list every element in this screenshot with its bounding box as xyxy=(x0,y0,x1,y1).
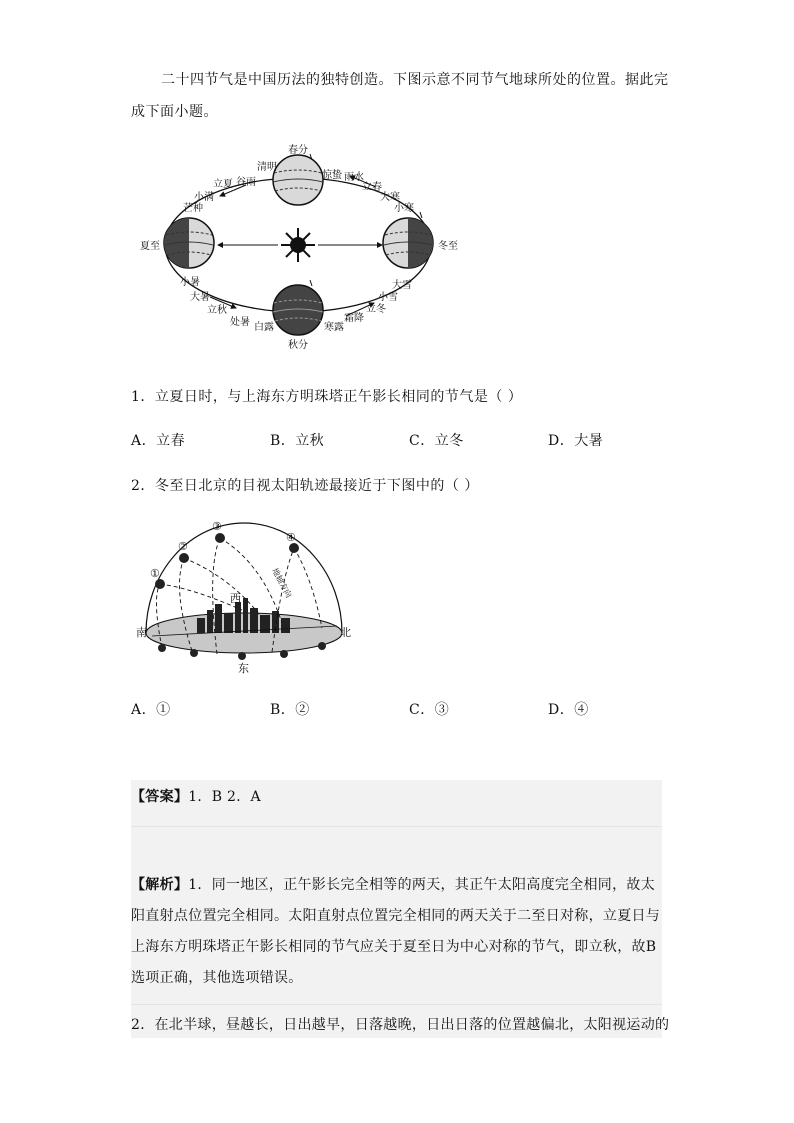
orbit-figure xyxy=(140,140,458,355)
earth-xiazhi xyxy=(164,218,214,268)
q2-option-a[interactable]: A．① xyxy=(131,702,171,718)
divider xyxy=(131,1004,662,1005)
sun-path-figure xyxy=(132,518,354,678)
q2-option-b[interactable]: B．② xyxy=(270,702,310,718)
label-dahan: 大寒 xyxy=(380,192,400,203)
label-qingming: 清明 xyxy=(257,162,277,173)
q1-option-a[interactable]: A．立春 xyxy=(131,433,186,449)
marker-1: ① xyxy=(150,567,160,580)
direction-north: 北 xyxy=(340,626,351,639)
earth-dongzhi xyxy=(383,212,433,268)
q2-option-d[interactable]: D．④ xyxy=(548,702,589,718)
q1-option-d[interactable]: D．大暑 xyxy=(548,433,604,449)
analysis-paragraph-1 xyxy=(131,870,662,994)
label-mangzhong: 芒种 xyxy=(183,203,203,214)
label-lidong: 立冬 xyxy=(366,304,386,315)
earth-qiufen xyxy=(273,280,323,335)
label-yushui: 雨水 xyxy=(344,172,364,183)
label-bailu: 白露 xyxy=(254,322,274,333)
label-xiaoxue: 小雪 xyxy=(378,292,398,303)
marker-4: ④ xyxy=(286,531,296,544)
city-silhouette xyxy=(197,598,290,633)
sun-icon xyxy=(281,228,315,262)
axis-direction-label: 地轴方向 xyxy=(270,566,294,600)
question-2-stem: 2．冬至日北京的目视太阳轨迹最接近于下图中的（ ） xyxy=(131,478,479,494)
label-qiufen: 秋分 xyxy=(288,340,308,351)
label-shuangjiang: 霜降 xyxy=(344,313,364,324)
earth-chunfen xyxy=(273,154,323,205)
label-dashu: 大暑 xyxy=(190,292,210,303)
label-guyu: 谷雨 xyxy=(236,177,256,188)
direction-west: 西 xyxy=(230,592,241,605)
intro-paragraph: 二十四节气是中国历法的独特创造。下图示意不同节气地球所处的位置。据此完成下面小题。 xyxy=(131,72,669,120)
q1-option-b[interactable]: B．立秋 xyxy=(270,433,325,449)
marker-2: ② xyxy=(178,540,188,553)
marker-3: ③ xyxy=(212,520,222,533)
label-chushu: 处暑 xyxy=(230,317,250,328)
analysis-label: 【解析】 xyxy=(131,877,189,893)
answer-line xyxy=(131,782,662,813)
label-lixia: 立夏 xyxy=(213,179,233,190)
answer-label: 【答案】 xyxy=(131,789,189,805)
label-chunfen: 春分 xyxy=(288,145,308,156)
label-liqiu: 立秋 xyxy=(207,305,227,316)
label-xiaohan: 小寒 xyxy=(394,203,414,214)
analysis-text-1: 1．同一地区，正午影长完全相等的两天，其正午太阳高度完全相同，故太阳直射点位置完全相同。太阳直射点位置完全相同的两天关于二至日对称，立夏日与上海东方明珠塔正午影长相同的节气应关于夏至日为中心对称的节气，即立秋，故B选项正确，其他选项错误。 xyxy=(131,877,661,986)
label-hanlu: 寒露 xyxy=(324,322,344,333)
label-dongzhi: 冬至 xyxy=(438,241,458,252)
label-jingzhe: 惊蛰 xyxy=(322,170,342,181)
label-xiaoshu: 小暑 xyxy=(180,277,200,288)
q1-option-c[interactable]: C．立冬 xyxy=(409,433,464,449)
answer-text: 1．B 2．A xyxy=(188,789,261,805)
analysis-paragraph-2: 2．在北半球，昼越长，日出越早，日落越晚，日出日落的位置越偏北，太阳视运动的 xyxy=(131,1017,670,1033)
direction-east: 东 xyxy=(238,662,249,675)
q2-option-c[interactable]: C．③ xyxy=(409,702,450,718)
label-xiaoman: 小满 xyxy=(194,192,214,203)
question-1-stem: 1．立夏日时，与上海东方明珠塔正午影长相同的节气是（ ） xyxy=(131,389,523,405)
divider xyxy=(131,826,662,827)
label-daxue: 大雪 xyxy=(392,280,412,291)
direction-south: 南 xyxy=(136,626,147,639)
label-xiazhi: 夏至 xyxy=(140,241,160,252)
label-lichun: 立春 xyxy=(362,182,382,193)
